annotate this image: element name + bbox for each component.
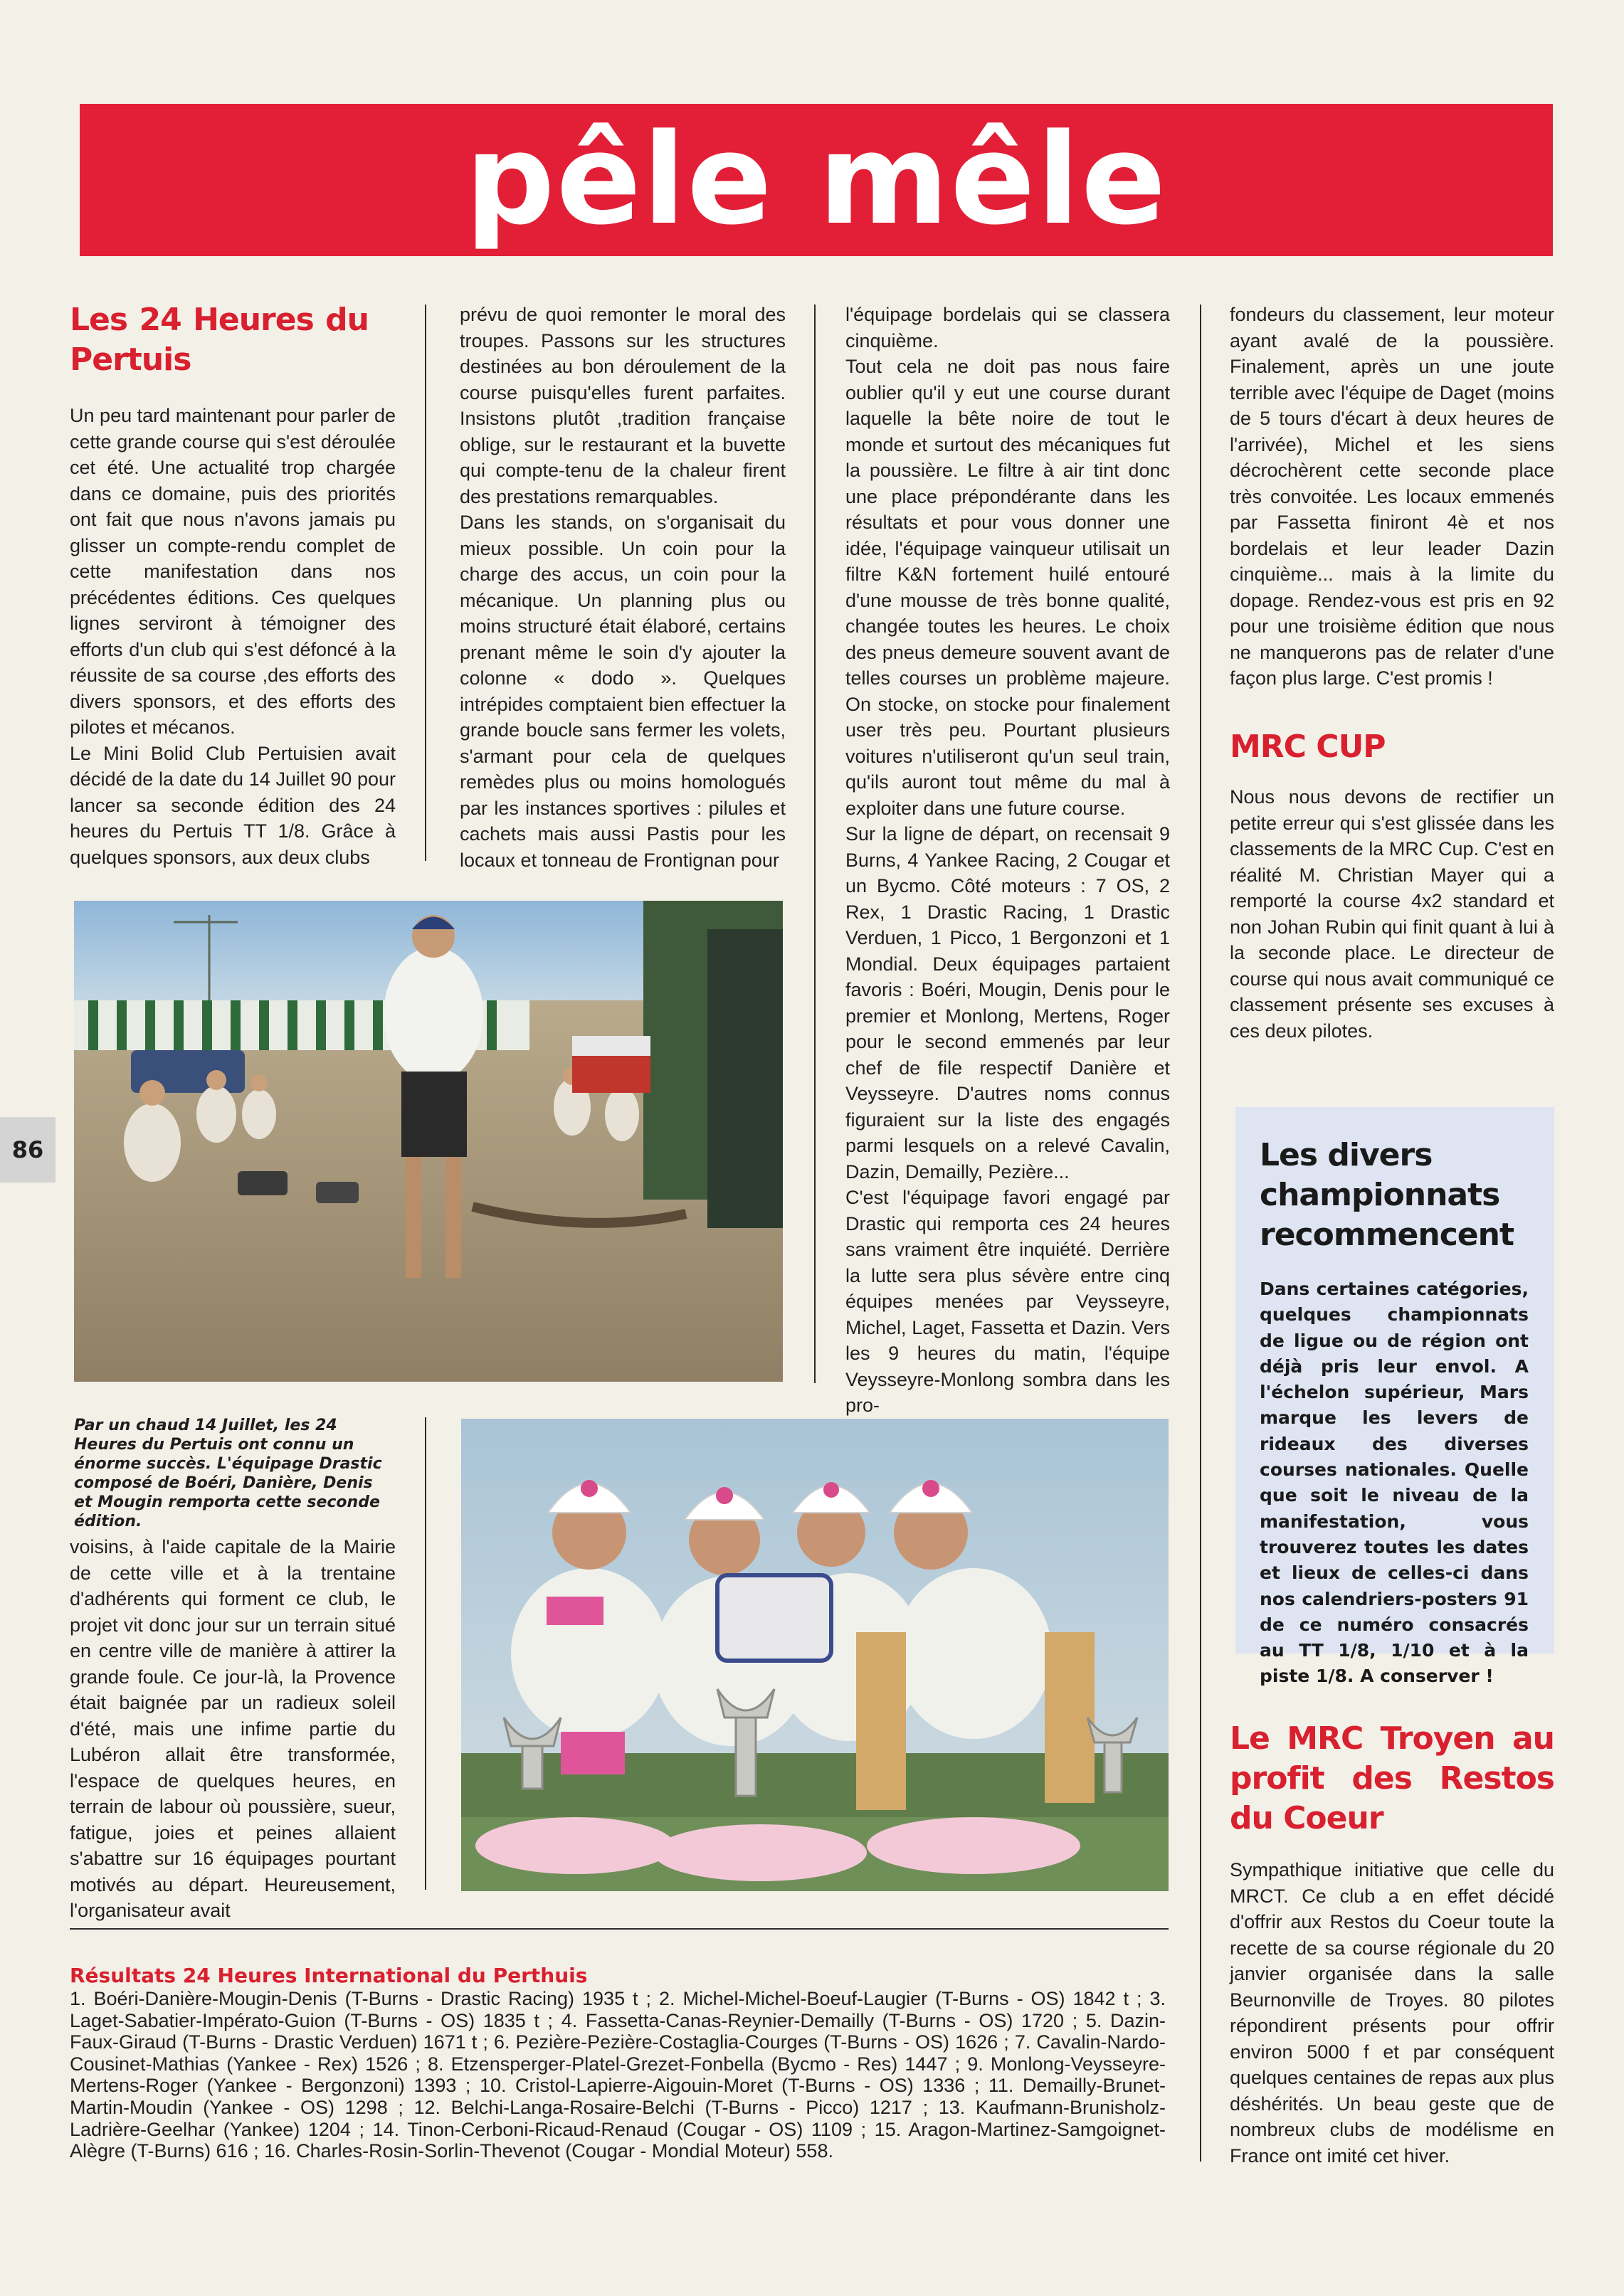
results-title: Résultats 24 Heures International du Perthuis xyxy=(70,1964,588,1987)
mrc-cup-title: MRC CUP xyxy=(1230,729,1386,765)
article-column-1-continued xyxy=(70,1534,396,1924)
race-photo-image xyxy=(74,901,783,1382)
article-paragraph: Tout cela ne doit pas nous faire oublier qu'il y eut une course durant laquelle la bête noire de tout le monde et surtout des mécaniques fut la poussière. Le filtre à air tint donc une place prépondérante dans les résultats et pour vous donner une idée, l'équipage vainqueur utilisait un filtre K&N fortement huilé entouré d'une mousse de très bonne qualité, changée toutes les heures. Le choix des pneus demeure souvent avant de telles courses un problème majeure. On stocke, on stocke pour finalement user très peu. Pourtant plusieurs voitures n'utiliseront qu'un seul train, qu'ils auront tout même du mal à exploiter dans une future course. xyxy=(845,356,1170,819)
winners-photo xyxy=(461,1419,1169,1891)
article-paragraph: l'équipage bordelais qui se classera cinquième. xyxy=(845,304,1170,351)
page-number: 86 xyxy=(0,1117,56,1183)
article-paragraph: Sur la ligne de départ, on recensait 9 Burns, 4 Yankee Racing, 2 Cougar et un Bycmo. Côté moteurs : 7 OS, 2 Rex, 1 Drastic Racing, 1 Drastic Verduen, 1 Picco, 1 Bergonzoni et 1 Mondial. Deux équipages partaient favoris : Boéri, Mougin, Denis pour le premier et Monlong, Mertens, Roger pour le second emmenés par leur chef de file respectif Danière et Veysseyre. D'autres noms connus figuraient sur la liste des engagés parmi lesquels on a relevé Cavalin, Dazin, Demailly, Pezière... xyxy=(845,823,1170,1183)
results-block xyxy=(70,1964,1166,2162)
column-divider xyxy=(425,1417,426,1890)
championships-title: Les divers championnats recommencent xyxy=(1260,1137,1514,1253)
championships-box xyxy=(1235,1107,1554,1687)
column-divider xyxy=(425,305,426,861)
article-column-4 xyxy=(1230,302,1554,692)
section-title: pêle mêle xyxy=(465,107,1168,253)
article-paragraph: fondeurs du classement, leur moteur ayant avalé de la poussière. Finalement, après un une joute terrible avec l'équipe de Daget (moins de 5 tours d'écart à deux heures de l'arrivée), Michel et les siens décrochèrent cette seconde place très convoitée. Les locaux emmenés par Fassetta finiront 4è et nos bordelais et leur leader Dazin cinquième... mais à la limite du dopage. Rendez-vous est pris en 92 pour une troisième édition que nous ne manquerons pas de relater d'une façon plus large. C'est promis ! xyxy=(1230,304,1554,689)
article-paragraph: prévu de quoi remonter le moral des troupes. Passons sur les structures destinées au bon déroulement de la course puisqu'elles furent parfaites. Insistons plutôt ,tradition française oblige, sur le restaurant et la buvette qui compte-tenu de la chaleur firent des prestations remarquables. xyxy=(460,304,786,507)
article-paragraph: voisins, à l'aide capitale de la Mairie de cette ville et à la trentaine d'adhérents qui forment ce club, le projet vit donc jour sur un terrain situé en centre ville de manière à attirer la grande foule. Ce jour-là, la Provence était baignée par un radieux soleil d'été, mais une infime partie du Lubéron allait être transformée, l'espace de quelques heures, en terrain de labour où poussière, sueur, fatigue, joies et peines allaient s'abattre sur 16 équipages pourtant motivés au départ. Heureusement, l'organisateur avait xyxy=(70,1536,396,1921)
column-divider xyxy=(814,305,816,1383)
article-column-3 xyxy=(845,302,1170,1419)
mrc-cup-article xyxy=(1230,727,1554,1044)
article-paragraph: C'est l'équipage favori engagé par Drastic qui remporta ces 24 heures sans vraiment être inquiété. Derrière la lutte sera plus sévère entre cinq équipes menées par Veysseyre, Michel, Laget, Fassetta et Dazin. Vers les 9 heures du matin, l'équipe Veysseyre-Monlong sombra dans les pro- xyxy=(845,1187,1170,1416)
troyen-text: Sympathique initiative que celle du MRCT. Ce club a en effet décidé d'offrir aux Restos du Coeur toute la recette de sa course régionale du 20 janvier organisée dans la salle Beurnonville de Troyes. 80 pilotes répondirent présents pour offrir environ 5000 f et par conséquent quelques centaines de repas aux plus déshérités. Un beau geste que de nombreux clubs de modélisme en France ont imité cet hiver. xyxy=(1230,1859,1554,2167)
championships-text: Dans certaines catégories, quelques championnats de ligue ou de région ont déjà pris leur envol. A l'échelon supérieur, Mars marque les levers de rideaux des diverses courses nationales. Quelle que soit le niveau de la manifestation, vous trouverez toutes les dates et lieux de celles-ci dans nos calendriers-posters 91 de ce numéro consacrés au TT 1/8, 1/10 et à la piste 1/8. A conserver ! xyxy=(1260,1279,1529,1687)
mrc-cup-text: Nous nous devons de rectifier un petite erreur qui s'est glissée dans les classements de la MRC Cup. C'est en réalité M. Christian Mayer qui a remporté la course 4x2 standard et non Johan Rubin qui finit quant à lui à la seconde place. Le directeur de course qui nous avait communiqué ce classement présente ses excuses à ces deux pilotes. xyxy=(1230,786,1554,1042)
results-divider xyxy=(70,1928,1169,1930)
column-divider xyxy=(1200,305,1201,2162)
section-banner xyxy=(80,104,1553,256)
article-title: Les 24 Heures du Pertuis xyxy=(70,302,369,378)
photo-caption: Par un chaud 14 Juillet, les 24 Heures du Pertuis ont connu un énorme succès. L'équipage Drastic composé de Boéri, Danière, Denis et Mougin remporta cette seconde édition. xyxy=(74,1417,382,1530)
article-column-1 xyxy=(70,300,396,870)
article-paragraph: Le Mini Bolid Club Pertuisien avait décidé de la date du 14 Juillet 90 pour lancer sa seconde édition des 24 heures du Pertuis TT 1/8. Grâce à quelques sponsors, aux deux clubs xyxy=(70,742,396,868)
article-paragraph: Dans les stands, on s'organisait du mieux possible. Un coin pour la charge des accus, un coin pour la mécanique. Un planning plus ou moins structuré était élaboré, certains prenant même le soin d'y ajouter la colonne « dodo ». Quelques intrépides comptaient bien effectuer la grande boucle sans fermer les volets, s'armant pour cela de quelques remèdes plus ou moins homologués par les instances sportives : pilules et cachets mais aussi Pastis pour les locaux et tonneau de Frontignan pour xyxy=(460,512,786,871)
race-photo xyxy=(74,901,783,1382)
winners-photo-image xyxy=(461,1419,1169,1891)
troyen-article xyxy=(1230,1719,1554,2169)
results-text: 1. Boéri-Danière-Mougin-Denis (T-Burns - Drastic Racing) 1935 t ; 2. Michel-Michel-Boeuf-Laugier (T-Burns - OS) 1842 t ; 3. Laget-Sabatier-Impérato-Guion (T-Burns - OS) 1835 t ; 4. Fassetta-Canas-Reynier-Demailly (T-Burns - OS) 1720 ; 5. Dazin-Faux-Giraud (T-Burns - Drastic Verduen) 1671 t ; 6. Pezière-Pezière-Costaglia-Courges (T-Burns - OS) 1626 ; 7. Cavalin-Nardo-Cousinet-Mathias (Yankee - Rex) 1526 ; 8. Etzensperger-Platel-Grezet-Fonbella (Bycmo - Res) 1447 ; 9. Monlong-Veysseyre-Mertens-Roger (Yankee - Bergonzoni) 1393 ; 10. Cristol-Lapierre-Aigouin-Moret (T-Burns - OS) 1336 ; 11. Demailly-Brunet-Martin-Moudin (Yankee - OS) 1298 ; 12. Belchi-Langa-Rosaire-Belchi (T-Burns - Picco) 1217 ; 13. Kaufmann-Brunisholz-Ladrière-Geelhar (Yankee) 1204 ; 14. Tinon-Cerboni-Ricaud-Renaud (Cougar - OS) 1109 ; 15. Aragon-Martinez-Samgoignet-Alègre (T-Burns) 616 ; 16. Charles-Rosin-Sorlin-Thevenot (Cougar - Mondial Moteur) 558. xyxy=(70,1988,1166,2162)
article-column-2 xyxy=(460,302,786,873)
article-paragraph: Un peu tard maintenant pour parler de cette grande course qui s'est déroulée cet été. Une actualité trop chargée dans ce domaine, puis des priorités ont fait que nous n'avons jamais pu glisser un compte-rendu complet de cette manifestation dans nos précédentes éditions. Ces quelques lignes serviront à témoigner des efforts d'un club qui s'est défoncé à la réussite de sa course ,des efforts des divers sponsors, et des efforts des pilotes et mécanos. xyxy=(70,405,396,738)
troyen-title: Le MRC Troyen au profit des Restos du Coeur xyxy=(1230,1720,1554,1836)
